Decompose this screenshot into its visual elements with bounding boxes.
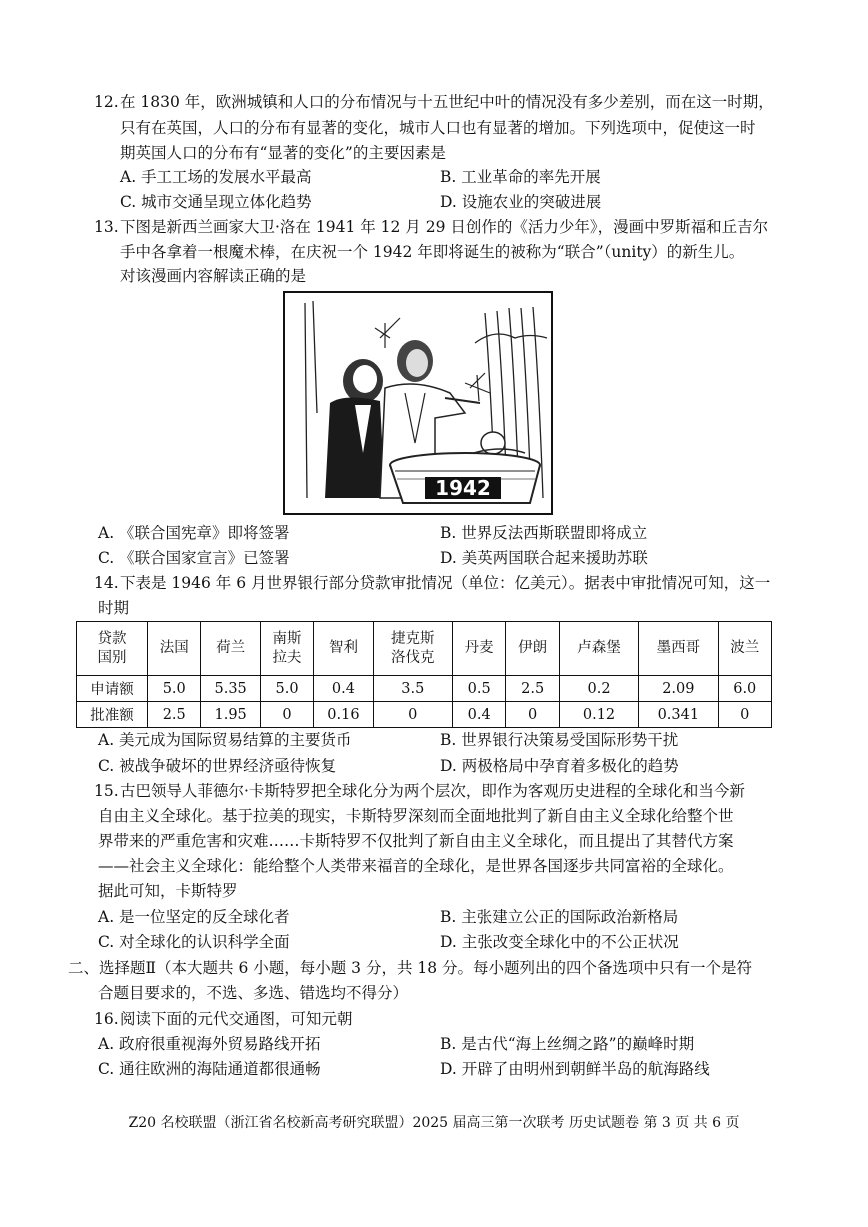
table-cell: 0 xyxy=(373,702,452,728)
loan-table xyxy=(76,621,772,728)
cartoon-image xyxy=(283,291,553,515)
q13-stem-line-2: 手中各拿着一根魔术棒，在庆祝一个 1942 年即将诞生的被称为“联合”（unity）的新生儿。 xyxy=(120,243,745,261)
q16-stem-line-1: 16.阅读下面的元代交通图，可知元朝 xyxy=(94,1010,353,1028)
q12-option-a[interactable]: A. 手工工场的发展水平最高 xyxy=(120,168,312,186)
table-header-cell: 伊朗 xyxy=(506,622,559,676)
table-cell: 0.4 xyxy=(314,676,373,702)
q13-stem-line-1: 13.下图是新西兰画家大卫·洛在 1941 年 12 月 29 日创作的《活力少年》，漫画中罗斯福和丘吉尔 xyxy=(94,218,769,236)
q15-stem-line-4: ——社会主义全球化：能给整个人类带来福音的全球化，是世界各国逐步共同富裕的全球化。 xyxy=(98,857,734,875)
q14-option-b[interactable]: B. 世界银行决策易受国际形势干扰 xyxy=(440,731,679,749)
q15-option-c[interactable]: C. 对全球化的认识科学全面 xyxy=(98,933,290,951)
table-row xyxy=(77,676,772,702)
table-header-cell: 捷克斯 洛伐克 xyxy=(373,622,452,676)
table-cell: 0.4 xyxy=(452,702,505,728)
q15-option-d[interactable]: D. 主张改变全球化中的不公正状况 xyxy=(440,933,679,951)
table-cell: 2.5 xyxy=(148,702,201,728)
q13-option-d[interactable]: D. 美英两国联合起来援助苏联 xyxy=(440,549,648,567)
table-cell: 0.12 xyxy=(559,702,638,728)
section2-heading-line-2: 合题目要求的，不选、多选、错选均不得分） xyxy=(98,984,409,1002)
table-cell: 5.35 xyxy=(201,676,260,702)
q15-stem-line-3: 界带来的严重危害和灾难……卡斯特罗不仅批判了新自由主义全球化，而且提出了其替代方案 xyxy=(98,832,734,850)
q14-stem-line-1: 14.下表是 1946 年 6 月世界银行部分贷款审批情况（单位：亿美元）。据表中审批情况可知，这一 xyxy=(94,574,771,592)
table-cell: 2.5 xyxy=(506,676,559,702)
q14-number: 14. xyxy=(94,574,119,592)
q13-option-c[interactable]: C. 《联合国家宣言》已签署 xyxy=(98,549,290,567)
q12-option-b[interactable]: B. 工业革命的率先开展 xyxy=(440,168,601,186)
q16-option-a[interactable]: A. 政府很重视海外贸易路线开拓 xyxy=(98,1035,321,1053)
q14-option-c[interactable]: C. 被战争破坏的世界经济亟待恢复 xyxy=(98,757,337,775)
section2-heading-line-1: 二、选择题Ⅱ（本大题共 6 小题，每小题 3 分，共 18 分。每小题列出的四个备选项中只有一个是符 xyxy=(68,959,753,977)
table-row xyxy=(77,702,772,728)
table-header-cell: 丹麦 xyxy=(452,622,505,676)
table-cell: 2.09 xyxy=(639,676,718,702)
table-cell: 0.341 xyxy=(639,702,718,728)
cartoon-caption: 1942 xyxy=(435,476,491,500)
q15-option-b[interactable]: B. 主张建立公正的国际政治新格局 xyxy=(440,908,679,926)
table-header-cell: 荷兰 xyxy=(201,622,260,676)
table-cell: 0.5 xyxy=(452,676,505,702)
q12-stem-line-3: 期英国人口的分布有“显著的变化”的主要因素是 xyxy=(120,144,446,162)
table-cell: 5.0 xyxy=(260,676,313,702)
table-cell: 1.95 xyxy=(201,702,260,728)
table-cell: 0.2 xyxy=(559,676,638,702)
table-cell: 6.0 xyxy=(718,676,772,702)
q14-stem-line-2: 时期 xyxy=(98,599,130,617)
row-label: 批准额 xyxy=(77,702,148,728)
table-cell: 0 xyxy=(506,702,559,728)
cartoon-drawing xyxy=(285,293,551,513)
q16-option-b[interactable]: B. 是古代“海上丝绸之路”的巅峰时期 xyxy=(440,1035,695,1053)
row-label: 申请额 xyxy=(77,676,148,702)
table-cell: 0 xyxy=(260,702,313,728)
q14-option-a[interactable]: A. 美元成为国际贸易结算的主要货币 xyxy=(98,731,352,749)
q12-number: 12. xyxy=(94,93,119,111)
q15-option-a[interactable]: A. 是一位坚定的反全球化者 xyxy=(98,908,290,926)
table-cell: 5.0 xyxy=(148,676,201,702)
q14-option-d[interactable]: D. 两极格局中孕育着多极化的趋势 xyxy=(440,757,679,775)
q15-stem-line-5: 据此可知，卡斯特罗 xyxy=(98,882,238,900)
q12-option-c[interactable]: C. 城市交通呈现立体化趋势 xyxy=(120,193,312,211)
q13-option-b[interactable]: B. 世界反法西斯联盟即将成立 xyxy=(440,524,648,542)
table-header-cell: 波兰 xyxy=(718,622,772,676)
q16-option-d[interactable]: D. 开辟了由明州到朝鲜半岛的航海路线 xyxy=(440,1060,710,1078)
q15-number: 15. xyxy=(94,782,119,800)
table-corner-cell: 贷款 国别 xyxy=(77,622,148,676)
table-header-cell: 智利 xyxy=(314,622,373,676)
table-header-cell: 卢森堡 xyxy=(559,622,638,676)
q13-option-a[interactable]: A. 《联合国宪章》即将签署 xyxy=(98,524,290,542)
table-header-row xyxy=(77,622,772,676)
table-cell: 0.16 xyxy=(314,702,373,728)
q12-stem-line-2: 只有在英国，人口的分布有显著的变化，城市人口也有显著的增加。下列选项中，促使这一时 xyxy=(120,119,756,137)
q15-stem-line-2: 自由主义全球化。基于拉美的现实，卡斯特罗深刻而全面地批判了新自由主义全球化给整个世 xyxy=(98,807,734,825)
q13-number: 13. xyxy=(94,218,119,236)
table-cell: 0 xyxy=(718,702,772,728)
table-header-cell: 南斯 拉夫 xyxy=(260,622,313,676)
table-header-cell: 法国 xyxy=(148,622,201,676)
q12-option-d[interactable]: D. 设施农业的突破进展 xyxy=(440,193,602,211)
table-cell: 3.5 xyxy=(373,676,452,702)
q12-stem-line-1: 12.在 1830 年，欧洲城镇和人口的分布情况与十五世纪中叶的情况没有多少差别，而在这一时期， xyxy=(94,93,774,111)
q15-stem-line-1: 15.古巴领导人菲德尔·卡斯特罗把全球化分为两个层次，即作为客观历史进程的全球化和当今新 xyxy=(94,782,745,800)
table-header-cell: 墨西哥 xyxy=(639,622,718,676)
q16-number: 16. xyxy=(94,1010,119,1028)
page-footer: Z20 名校联盟（浙江省名校新高考研究联盟）2025 届高三第一次联考 历史试题卷 第 3 页 共 6 页 xyxy=(128,1115,740,1131)
q13-stem-line-3: 对该漫画内容解读正确的是 xyxy=(120,267,307,285)
q16-option-c[interactable]: C. 通往欧洲的海陆通道都很通畅 xyxy=(98,1060,321,1078)
